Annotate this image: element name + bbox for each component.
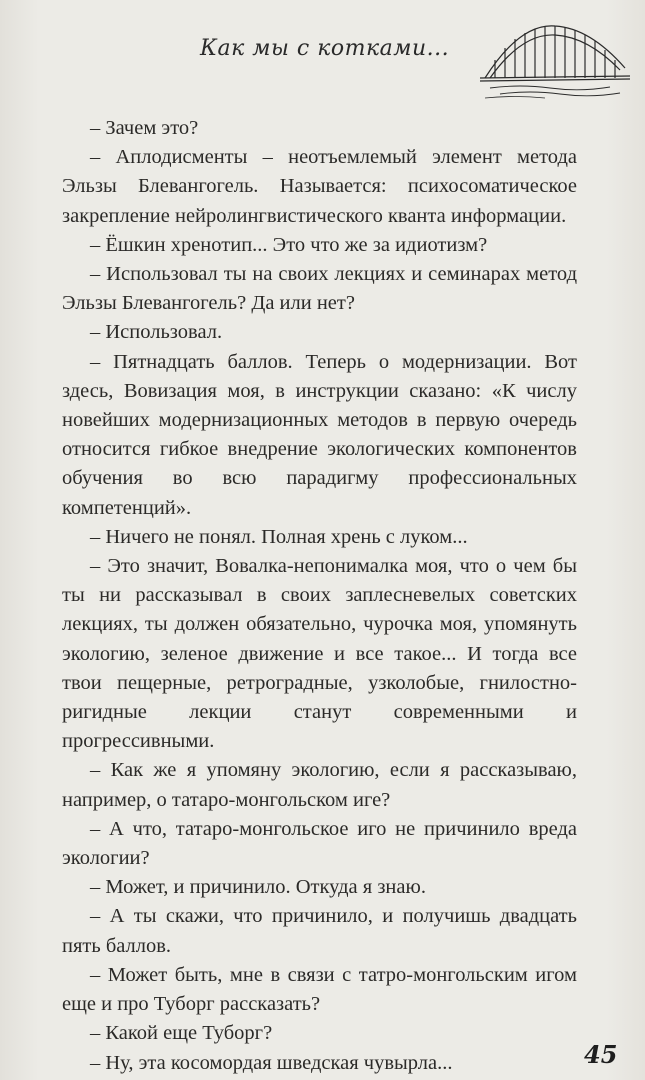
paragraph: – Может, и причинило. Откуда я знаю. (90, 876, 426, 899)
running-title: Как мы с котками... (200, 36, 450, 61)
paragraph: – Аплодисменты – неотъемлемый элемент метода Эльзы Блевангогель. Называется: психосоматическое закрепление нейролингвистического кванта информации. (62, 146, 577, 227)
paragraph: – А что, татаро-монгольское иго не причинило вреда экологии? (62, 817, 577, 870)
paragraph: – Как же я упомяну экологию, если я рассказываю, например, о татаро-монгольском иге? (62, 759, 577, 811)
body-text (62, 114, 577, 1078)
paragraph: – Использовал. (90, 321, 223, 344)
paragraph: – Может быть, мне в связи с татро-монгольским игом еще и про Туборг рассказать? (62, 963, 577, 1016)
paragraph: – А ты скажи, что причинило, и получишь двадцать пять баллов. (62, 905, 577, 957)
paragraph: – Это значит, Вовалка-непонималка моя, что о чем бы ты ни рассказывал в своих заплесневелых советских лекциях, ты должен обязательно, чурочка моя, упомянуть экологию, зеленое движение и все такое... И тогда все твои пещерные, ретроградные, узколобые, гнилостно-ригидные лекции станут современными и прогрессивными. (62, 555, 577, 753)
paragraph: – Ёшкин хренотип... Это что же за идиотизм? (90, 233, 488, 256)
page-number: 45 (584, 1040, 618, 1069)
paragraph: – Какой еще Туборг? (90, 1022, 273, 1045)
paragraph: – Ничего не понял. Полная хрень с луком... (90, 525, 468, 548)
paragraph: – Пятнадцать баллов. Теперь о модернизации. Вот здесь, Вовизация моя, в инструкции сказано: «К числу новейших модернизационных методов в первую очередь относится гибкое внедрение экологических компонентов обучения во всю парадигму профессиональных компетенций». (62, 350, 577, 519)
paragraph: – Использовал ты на своих лекциях и семинарах метод Эльзы Блевангогель? Да или нет? (62, 263, 577, 315)
paragraph: – Зачем это? (90, 117, 199, 139)
paragraph: – Ну, эта косомордая шведская чувырла... (90, 1051, 453, 1074)
bridge-illustration (480, 8, 630, 103)
